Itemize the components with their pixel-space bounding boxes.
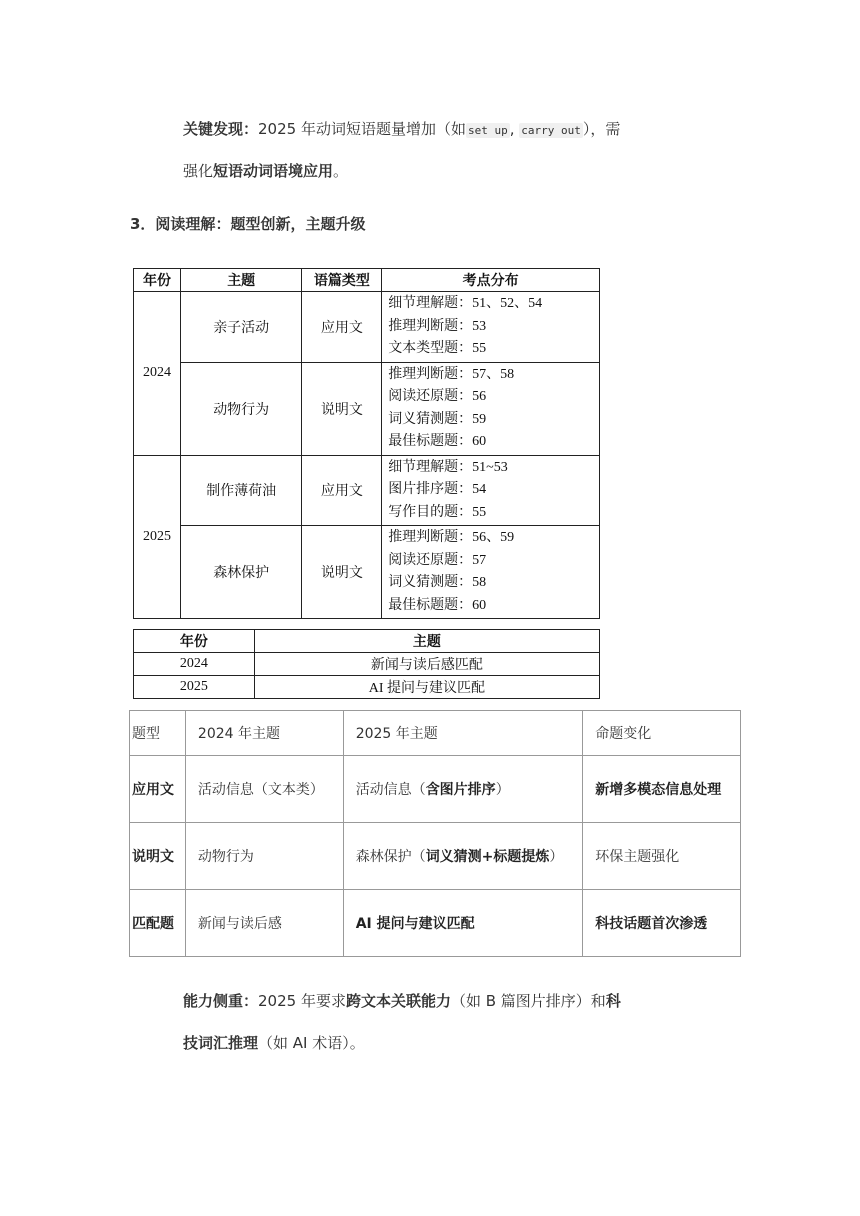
- ability-label: 能力侧重：: [183, 992, 259, 1010]
- text-type-cell: 应用文: [302, 455, 382, 526]
- point-item: 阅读还原题：56: [388, 389, 487, 404]
- point-item: 词义猜测题：58: [388, 575, 487, 590]
- header-2025-topic: 2025 年主题: [343, 711, 583, 756]
- key-finding-emphasis: 短语动词语境应用: [213, 162, 334, 180]
- phrase-code-set-up: set up: [467, 124, 508, 137]
- topic-2024-cell: 动物行为: [185, 823, 343, 890]
- change-cell: [583, 756, 741, 823]
- topic-2025-cell: [343, 823, 583, 890]
- table-row: [134, 653, 600, 676]
- year-cell: 2024: [134, 653, 255, 676]
- point-item: 细节理解题：51、52、54: [388, 296, 543, 311]
- text-type-cell: 应用文: [302, 292, 382, 363]
- ability-emphasis-2a: 科: [605, 992, 621, 1010]
- key-finding-line2-pre: 强化: [183, 162, 214, 180]
- topic-cell: 新闻与读后感匹配: [254, 653, 599, 676]
- point-item: 文本类型题：55: [388, 341, 487, 356]
- change-emphasis: 科技话题首次渗透: [595, 916, 708, 932]
- phrase-separator: ,: [509, 120, 515, 138]
- point-item: 细节理解题：51~53: [388, 459, 508, 475]
- change-cell: 环保主题强化: [583, 823, 741, 890]
- key-finding-label: 关键发现：: [183, 120, 259, 138]
- topic-cell: 制作薄荷油: [180, 455, 302, 526]
- key-finding-line-1: [183, 118, 620, 139]
- topic-cell: AI 提问与建议匹配: [254, 676, 599, 699]
- table-row: [134, 526, 600, 619]
- key-finding-line-2: [183, 160, 348, 181]
- table-header-row: [134, 269, 600, 292]
- table-row: [134, 676, 600, 699]
- ability-emphasis-1: 跨文本关联能力: [345, 992, 451, 1010]
- table-row: [134, 292, 600, 363]
- table-row: [134, 362, 600, 455]
- point-item: 推理判断题：53: [388, 318, 487, 334]
- year-cell: 2025: [134, 676, 255, 699]
- table-row: [130, 823, 741, 890]
- point-item: 写作目的题：55: [388, 504, 487, 520]
- change-cell: [583, 890, 741, 957]
- topic-comparison-table: [129, 710, 741, 957]
- ability-text-3: （如 AI 术语）。: [258, 1034, 365, 1052]
- topic-2025-emphasis: 含图片排序: [425, 782, 496, 798]
- point-item: 最佳标题题：60: [388, 597, 487, 613]
- header-year: 年份: [134, 269, 181, 292]
- points-cell: [382, 526, 600, 619]
- question-type-cell: 说明文: [130, 823, 186, 890]
- ability-text-2: （如 B 篇图片排序）和: [450, 992, 606, 1010]
- key-finding-text-end: ），需: [582, 120, 621, 138]
- topic-2025-emphasis: 词义猜测+标题提炼: [425, 849, 550, 865]
- text-type-cell: 说明文: [302, 362, 382, 455]
- exam-points-table: [133, 268, 600, 619]
- header-points: 考点分布: [382, 269, 600, 292]
- section-heading: 3．阅读理解：题型创新，主题升级: [130, 215, 366, 233]
- matching-topics-table: [133, 629, 600, 699]
- year-cell: 2024: [134, 292, 181, 456]
- header-2024-topic: 2024 年主题: [185, 711, 343, 756]
- point-item: 最佳标题题：60: [388, 434, 487, 449]
- topic-cell: 亲子活动: [180, 292, 302, 363]
- topic-2025-post: ）: [549, 849, 564, 865]
- point-item: 推理判断题：56、59: [388, 530, 515, 545]
- table-row: [130, 756, 741, 823]
- change-emphasis: 新增多模态信息处理: [595, 782, 722, 798]
- text-type-cell: 说明文: [302, 526, 382, 619]
- key-finding-line2-post: 。: [333, 162, 349, 180]
- header-topic: 主题: [254, 630, 599, 653]
- ability-emphasis-2b: 技词汇推理: [183, 1034, 259, 1052]
- table-header-row: [134, 630, 600, 653]
- header-year: 年份: [134, 630, 255, 653]
- topic-2025-pre: 森林保护（: [355, 849, 426, 865]
- points-cell: [382, 292, 600, 363]
- topic-2025-emphasis: AI 提问与建议匹配: [355, 916, 475, 932]
- year-cell: 2025: [134, 455, 181, 619]
- point-item: 阅读还原题：57: [388, 552, 487, 568]
- table-header-row: [130, 711, 741, 756]
- question-type-cell: 应用文: [130, 756, 186, 823]
- header-change: 命题变化: [583, 711, 741, 756]
- key-finding-text: 2025 年动词短语题量增加（如: [258, 120, 466, 138]
- ability-line-1: [183, 990, 621, 1011]
- table-row: [130, 890, 741, 957]
- topic-cell: 森林保护: [180, 526, 302, 619]
- ability-text-1: 2025 年要求: [258, 992, 346, 1010]
- topic-2025-pre: 活动信息（: [355, 782, 426, 798]
- header-question-type: 题型: [130, 711, 186, 756]
- point-item: 词义猜测题：59: [388, 411, 487, 427]
- points-cell: [382, 455, 600, 526]
- ability-line-2: [183, 1032, 365, 1053]
- header-text-type: 语篇类型: [302, 269, 382, 292]
- header-topic: 主题: [180, 269, 302, 292]
- topic-2025-post: ）: [495, 782, 510, 798]
- phrase-code-carry-out: carry out: [521, 124, 581, 137]
- question-type-cell: 匹配题: [130, 890, 186, 957]
- topic-2025-cell: [343, 890, 583, 957]
- topic-2025-cell: [343, 756, 583, 823]
- points-cell: [382, 362, 600, 455]
- point-item: 图片排序题：54: [388, 482, 487, 497]
- topic-cell: 动物行为: [180, 362, 302, 455]
- topic-2024-cell: 新闻与读后感: [185, 890, 343, 957]
- table-row: [134, 455, 600, 526]
- point-item: 推理判断题：57、58: [388, 366, 515, 382]
- topic-2024-cell: 活动信息（文本类）: [185, 756, 343, 823]
